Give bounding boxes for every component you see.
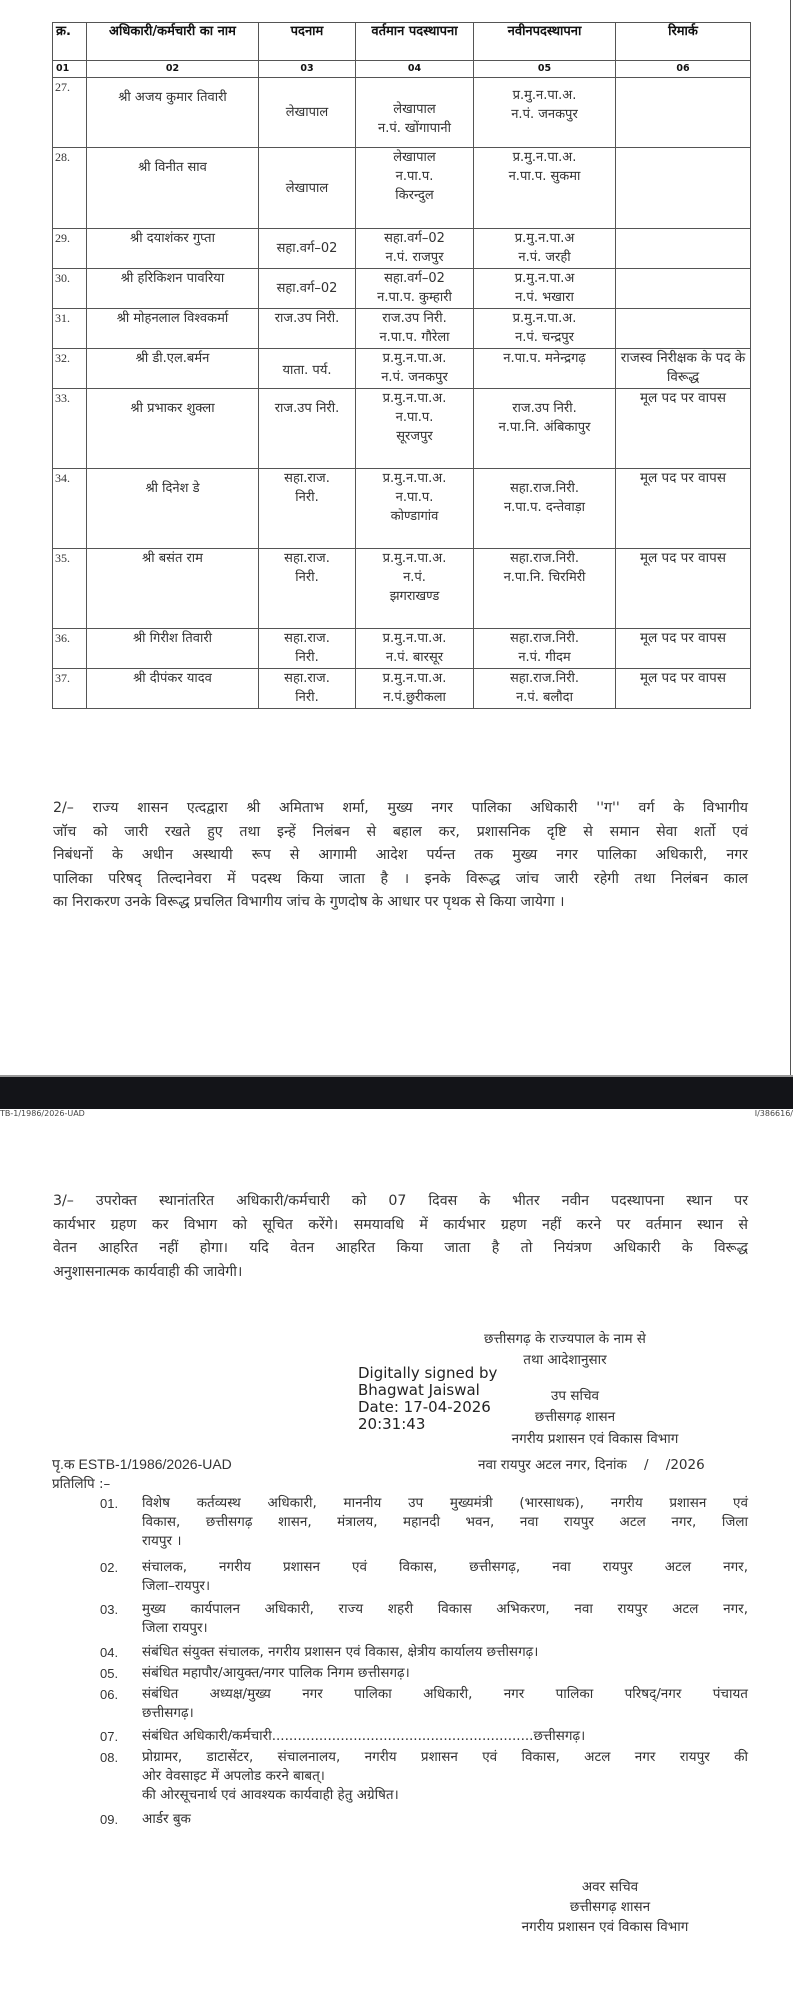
table-row — [53, 309, 751, 349]
cell-designation — [259, 469, 356, 549]
cell-remark — [616, 309, 751, 349]
cell-new-posting — [474, 229, 616, 269]
order-by-line1: छत्तीसगढ़ के राज्यपाल के नाम से — [484, 1331, 646, 1347]
current-posting-line: प्र.मु.न.पा.अ. — [382, 671, 447, 686]
header-new-posting: नवीनपदस्थापना — [474, 23, 616, 61]
signatory1-designation: उप सचिव — [550, 1388, 600, 1404]
table-row — [53, 349, 751, 389]
current-posting-line: प्र.मु.न.पा.अ. — [382, 471, 447, 486]
cell-name — [87, 669, 259, 709]
paragraph-3 — [53, 1190, 748, 1284]
order-by-line2: तथा आदेशानुसार — [523, 1352, 607, 1368]
paragraph-line: 3/– उपरोक्त स्थानांतरित अधिकारी/कर्मचारी को 07 दिवस के भीतर नवीन पदस्थापना स्थान पर — [53, 1193, 748, 1209]
new-posting-line: न.पं. भखारा — [515, 290, 574, 305]
copy-list-line: आर्डर बुक — [142, 1811, 191, 1827]
copy-list-line: रायपुर । — [142, 1533, 182, 1549]
table-row — [53, 148, 751, 229]
current-posting-line: सहा.वर्ग–02 — [384, 271, 445, 286]
new-posting-line: न.पं. जनकपुर — [511, 107, 578, 122]
header-name: अधिकारी/कर्मचारी का नाम — [87, 23, 259, 61]
current-posting-line: न.पा.प. — [395, 490, 434, 505]
employee-name: श्री प्रभाकर शुक्ला — [130, 401, 215, 416]
current-posting-line: सूरजपुर — [396, 429, 433, 444]
cell-new-posting — [474, 269, 616, 309]
new-posting-line: न.पा.प. मनेन्द्रगढ़ — [503, 351, 586, 366]
cell-current-posting — [356, 349, 474, 389]
paragraph-line: जॉच को जारी रखते हुए तथा इन्हें निलंबन से बहाल कर, प्रशासनिक दृष्टि से समान सेवा शर्तो एवं — [53, 823, 748, 840]
cell-current-posting — [356, 148, 474, 229]
cell-new-posting — [474, 549, 616, 629]
current-posting-line: न.पं. बारसूर — [385, 650, 444, 665]
cell-new-posting — [474, 349, 616, 389]
table-row — [53, 78, 751, 148]
designation-text: सहा.वर्ग–02 — [276, 281, 338, 296]
cell-name — [87, 269, 259, 309]
copy-list-line: की ओरसूचनार्थ एवं आवश्यक कार्यवाही हेतु अग्रेषित। — [142, 1787, 399, 1803]
transfer-table — [52, 22, 751, 709]
new-posting-line: प्र.मु.न.पा.अ — [514, 231, 575, 246]
copy-list-line: जिला–रायपुर। — [142, 1578, 211, 1594]
cell-current-posting — [356, 549, 474, 629]
employee-name: श्री विनीत साव — [138, 160, 207, 175]
new-posting-line: राज.उप निरी. — [512, 401, 577, 416]
cell-new-posting — [474, 309, 616, 349]
signature-time: 20:31:43 — [358, 1415, 426, 1433]
table-row — [53, 629, 751, 669]
table-row — [53, 549, 751, 629]
employee-name: श्री मोहनलाल विश्वकर्मा — [116, 311, 229, 326]
table-row — [53, 389, 751, 469]
cell-remark: मूल पद पर वापस — [616, 469, 751, 549]
current-posting-line: न.पा.प. — [395, 410, 434, 425]
current-posting-line: प्र.मु.न.पा.अ. — [382, 551, 447, 566]
signatory1-department: नगरीय प्रशासन एवं विकास विभाग — [511, 1431, 679, 1447]
header-designation: पदनाम — [259, 23, 356, 61]
table-row — [53, 229, 751, 269]
col-num: 04 — [356, 61, 474, 78]
cell-current-posting — [356, 78, 474, 148]
current-posting-line: प्र.मु.न.पा.अ. — [382, 631, 447, 646]
current-posting-line: न.पं. जनकपुर — [381, 370, 448, 385]
col-num: 03 — [259, 61, 356, 78]
new-posting-line: प्र.मु.न.पा.अ. — [512, 311, 577, 326]
cell-sr: 30. — [53, 269, 87, 309]
new-posting-line: प्र.मु.न.पा.अ. — [512, 88, 577, 103]
page-separator-band — [0, 1075, 793, 1109]
digital-signature — [358, 1365, 497, 1433]
cell-designation — [259, 78, 356, 148]
cell-sr: 27. — [53, 78, 87, 148]
col-num: 06 — [616, 61, 751, 78]
current-posting-line: लेखापाल — [393, 150, 436, 165]
header-current-posting: वर्तमान पदस्थापना — [356, 23, 474, 61]
new-posting-line: न.पं. बलौदा — [516, 690, 573, 705]
employee-name: श्री बसंत राम — [142, 551, 203, 566]
cell-name — [87, 629, 259, 669]
cell-remark — [616, 78, 751, 148]
copy-list-number: 04. — [100, 1645, 119, 1660]
cell-designation — [259, 309, 356, 349]
copy-list-line: ओर वेवसाइट में अपलोड करने बाबत्। — [142, 1768, 325, 1784]
signature-name: Bhagwat Jaiswal — [358, 1381, 480, 1399]
designation-text: सहा.राज. निरी. — [284, 671, 330, 705]
copy-list-line: प्रोग्रामर, डाटासेंटर, संचालनालय, नगरीय प्रशासन एवं विकास, अटल नगर रायपुर की — [142, 1749, 748, 1765]
cell-new-posting — [474, 78, 616, 148]
cell-current-posting — [356, 389, 474, 469]
cell-name — [87, 148, 259, 229]
cell-sr: 35. — [53, 549, 87, 629]
copy-list-line: संबंधित संयुक्त संचालक, नगरीय प्रशासन एवं विकास, क्षेत्रीय कार्यालय छत्तीसगढ़। — [142, 1644, 539, 1660]
cell-current-posting — [356, 309, 474, 349]
page-footer-ref: TB-1/1986/2026-UAD — [0, 1109, 85, 1118]
new-posting-line: न.पा.नि. अंबिकापुर — [498, 420, 591, 435]
copy-list-number: 07. — [100, 1729, 119, 1744]
signatory2-government: छत्तीसगढ़ शासन — [569, 1899, 651, 1915]
cell-new-posting — [474, 389, 616, 469]
copy-list-number: 06. — [100, 1687, 119, 1702]
cell-sr: 28. — [53, 148, 87, 229]
header-remark: रिमार्क — [616, 23, 751, 61]
current-posting-line: सहा.वर्ग–02 — [384, 231, 445, 246]
table-row — [53, 269, 751, 309]
employee-name: श्री हरिकिशन पावरिया — [120, 271, 225, 286]
signatory1-government: छत्तीसगढ़ शासन — [534, 1409, 616, 1425]
current-posting-line: प्र.मु.न.पा.अ. — [382, 351, 447, 366]
designation-text: राज.उप निरी. — [274, 401, 340, 416]
designation-text: सहा.वर्ग–02 — [276, 241, 338, 256]
copy-list-line: संबंधित अध्यक्ष/मुख्य नगर पालिका अधिकारी, नगर पालिका परिषद्/नगर पंचायत — [142, 1686, 748, 1702]
paragraph-line: निबंधनों के अधीन अस्थायी रूप से आगामी आदेश पर्यन्त तक मुख्य नगर पालिका अधिकारी, नगर — [53, 847, 748, 863]
current-posting-line: न.पा.प. गौरेला — [379, 330, 450, 345]
copy-list-number: 05. — [100, 1666, 119, 1681]
employee-name: श्री दयाशंकर गुप्ता — [130, 231, 215, 246]
cell-name — [87, 389, 259, 469]
new-posting-line: सहा.राज.निरी. — [509, 631, 580, 646]
copy-list-line: संबंधित अधिकारी/कर्मचारी.............................................................छत्तीसगढ़। — [142, 1728, 586, 1744]
current-posting-line: राज.उप निरी. — [382, 311, 447, 326]
cell-name — [87, 349, 259, 389]
cell-remark — [616, 148, 751, 229]
cell-sr: 31. — [53, 309, 87, 349]
cell-sr: 32. — [53, 349, 87, 389]
cell-new-posting — [474, 148, 616, 229]
current-posting-line: किरन्दुल — [395, 188, 434, 203]
new-posting-line: न.पं. गीदम — [518, 650, 571, 665]
new-posting-line: प्र.मु.न.पा.अ — [514, 271, 575, 286]
cell-new-posting — [474, 669, 616, 709]
designation-text: लेखापाल — [285, 105, 329, 120]
col-num: 05 — [474, 61, 616, 78]
cell-remark: मूल पद पर वापस — [616, 389, 751, 469]
col-num: 01 — [53, 61, 87, 78]
designation-text: सहा.राज. निरी. — [284, 471, 330, 505]
current-posting-line: न.पा.प. कुम्हारी — [377, 290, 452, 305]
current-posting-line: लेखापाल — [393, 102, 436, 117]
current-posting-line: न.पं. राजपुर — [385, 250, 444, 265]
paragraph-2 — [53, 797, 748, 915]
cell-designation — [259, 389, 356, 469]
cell-sr: 37. — [53, 669, 87, 709]
page-edge-line — [790, 0, 791, 1075]
cell-designation — [259, 269, 356, 309]
copy-list-line: छत्तीसगढ़। — [142, 1705, 194, 1721]
signatory2-department: नगरीय प्रशासन एवं विकास विभाग — [521, 1919, 689, 1935]
designation-text: याता. पर्य. — [282, 363, 332, 378]
cell-designation — [259, 349, 356, 389]
paragraph-line: वेतन आहरित नहीं होगा। यदि वेतन आहरित किया जाता है तो नियंत्रण अधिकारी के विरूद्ध — [53, 1240, 748, 1256]
new-posting-line: न.पं. जरही — [518, 250, 571, 265]
current-posting-line: झगराखण्ड — [389, 589, 440, 604]
copy-list-number: 03. — [100, 1602, 119, 1617]
copy-list-line: संचालक, नगरीय प्रशासन एवं विकास, छत्तीसगढ़, नवा रायपुर अटल नगर, — [142, 1559, 748, 1575]
cell-new-posting — [474, 629, 616, 669]
copy-list-number: 08. — [100, 1750, 119, 1765]
cell-current-posting — [356, 269, 474, 309]
designation-text: राज.उप निरी. — [274, 311, 340, 326]
employee-name: श्री डी.एल.बर्मन — [135, 351, 210, 366]
copy-list-line: विशेष कर्तव्यस्थ अधिकारी, माननीय उप मुख्यमंत्री (भारसाधक), नगरीय प्रशासन एवं — [142, 1495, 748, 1511]
cell-designation — [259, 629, 356, 669]
cell-designation — [259, 669, 356, 709]
current-posting-line: प्र.मु.न.पा.अ. — [382, 391, 447, 406]
cell-sr: 29. — [53, 229, 87, 269]
copy-list-line: संबंधित महापौर/आयुक्त/नगर पालिक निगम छत्तीसगढ़। — [142, 1665, 410, 1681]
page-footer-number: I/386616/ — [754, 1109, 793, 1118]
cell-remark: राजस्व निरीक्षक के पद के विरूद्ध — [616, 349, 751, 389]
cell-name — [87, 549, 259, 629]
col-num: 02 — [87, 61, 259, 78]
signature-line: Digitally signed by — [358, 1364, 498, 1382]
paragraph-line: अनुशासनात्मक कार्यवाही की जावेगी। — [53, 1263, 243, 1280]
cell-current-posting — [356, 469, 474, 549]
cell-name — [87, 309, 259, 349]
paragraph-line: 2/– राज्य शासन एत्दद्वारा श्री अमिताभ शर्मा, मुख्य नगर पालिका अधिकारी ''ग'' वर्ग के विभागीय — [53, 800, 748, 816]
designation-text: सहा.राज. निरी. — [284, 551, 330, 585]
employee-name: श्री अजय कुमार तिवारी — [118, 90, 227, 105]
cell-designation — [259, 229, 356, 269]
paragraph-line: का निराकरण उनके विरूद्ध प्रचलित विभागीय जांच के गुणदोष के आधार पर पृथक से किया जायेगा । — [53, 894, 565, 910]
signature-date: Date: 17-04-2026 — [358, 1398, 491, 1416]
new-posting-line: प्र.मु.न.पा.अ. — [512, 150, 577, 165]
cell-remark: मूल पद पर वापस — [616, 549, 751, 629]
new-posting-line: न.पा.प. सुकमा — [508, 169, 581, 184]
current-posting-line: न.पा.प. — [395, 169, 434, 184]
current-posting-line: कोण्डागांव — [390, 509, 439, 524]
cell-remark: मूल पद पर वापस — [616, 629, 751, 669]
cell-current-posting — [356, 669, 474, 709]
copy-label: प्रतिलिपि :– — [52, 1476, 111, 1492]
current-posting-line: न.पं. — [403, 570, 426, 585]
cell-current-posting — [356, 229, 474, 269]
cell-sr: 36. — [53, 629, 87, 669]
table-row — [53, 469, 751, 549]
current-posting-line: न.पं. खोंगापानी — [377, 121, 452, 136]
copy-list-number: 02. — [100, 1560, 119, 1575]
new-posting-line: सहा.राज.निरी. — [509, 671, 580, 686]
paragraph-line: कार्यभार ग्रहण कर विभाग को सूचित करेंगे। समयावधि में कार्यभार ग्रहण नहीं करने पर वर्तमान स्थान से — [53, 1216, 748, 1233]
copy-list-number: 01. — [100, 1496, 119, 1511]
cell-remark: मूल पद पर वापस — [616, 669, 751, 709]
current-posting-line: न.पं.छुरीकला — [383, 690, 446, 705]
cell-remark — [616, 269, 751, 309]
cell-remark — [616, 229, 751, 269]
cell-designation — [259, 549, 356, 629]
cell-designation — [259, 148, 356, 229]
cell-new-posting — [474, 469, 616, 549]
copy-list-line: विकास, छत्तीसगढ़ शासन, मंत्रालय, महानदी भवन, नवा रायपुर अटल नगर, जिला — [142, 1514, 748, 1530]
employee-name: श्री दिनेश डे — [145, 481, 200, 496]
cell-sr: 34. — [53, 469, 87, 549]
cell-name — [87, 469, 259, 549]
new-posting-line: सहा.राज.निरी. — [509, 551, 580, 566]
cell-name — [87, 78, 259, 148]
signatory2-designation: अवर सचिव — [581, 1879, 639, 1895]
cell-name — [87, 229, 259, 269]
endorsement-ref: पृ.क ESTB-1/1986/2026-UAD — [52, 1456, 232, 1472]
endorsement-place-date: नवा रायपुर अटल नगर, दिनांक / /2026 — [478, 1457, 705, 1473]
employee-name: श्री गिरीश तिवारी — [132, 631, 213, 646]
paragraph-line: पालिका परिषद् तिल्दानेवरा में पदस्थ किया जाता है । इनके विरूद्ध जांच जारी रहेगी तथा निलंबन काल — [53, 870, 748, 887]
designation-text: सहा.राज. निरी. — [284, 631, 330, 665]
cell-current-posting — [356, 629, 474, 669]
copy-list-number: 09. — [100, 1812, 119, 1827]
designation-text: लेखापाल — [285, 180, 329, 196]
copy-list-line: मुख्य कार्यपालन अधिकारी, राज्य शहरी विकास अभिकरण, नवा रायपुर अटल नगर, — [142, 1601, 748, 1617]
copy-list-line: जिला रायपुर। — [142, 1620, 208, 1636]
new-posting-line: सहा.राज.निरी. — [509, 481, 580, 496]
new-posting-line: न.पं. चन्द्रपुर — [515, 330, 574, 345]
new-posting-line: न.पा.प. दन्तेवाड़ा — [503, 500, 586, 515]
header-sr: क्र. — [53, 23, 87, 61]
new-posting-line: न.पा.नि. चिरमिरी — [503, 570, 586, 585]
cell-sr: 33. — [53, 389, 87, 469]
employee-name: श्री दीपंकर यादव — [133, 671, 212, 686]
table-row — [53, 669, 751, 709]
